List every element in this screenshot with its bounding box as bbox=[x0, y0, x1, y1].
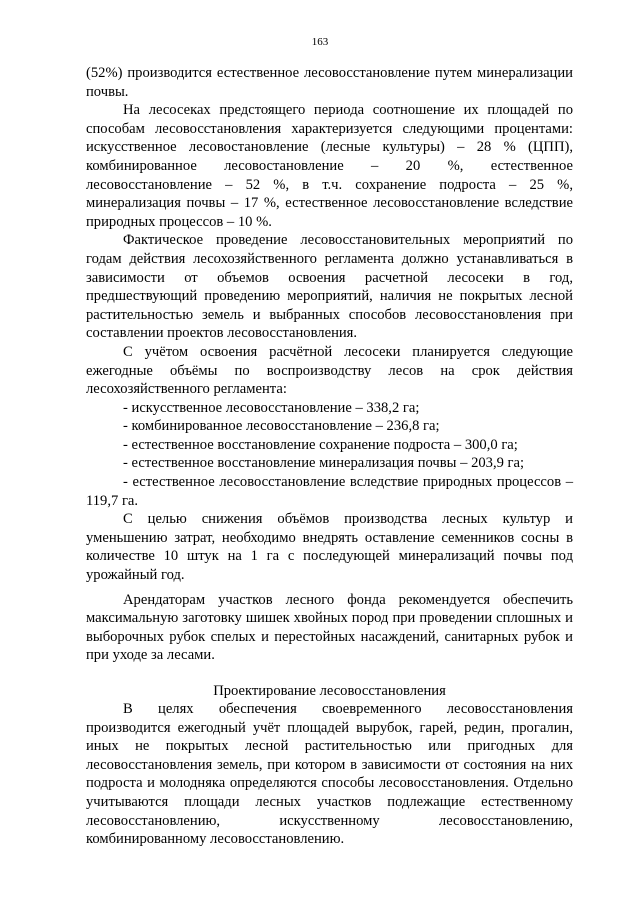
paragraph-tenants: Арендаторам участков лесного фонда рекомендуется обеспечить максимальную заготовку шишек хвойных пород при проведении сплошных и выборочных рубок спелых и перестойных насаждений, санитарных рубок и при уходе за лесами. bbox=[86, 591, 573, 664]
page-content bbox=[86, 64, 573, 849]
list-item-artificial: - искусственное лесовосстановление – 338,2 га; bbox=[123, 399, 420, 416]
paragraph-actual: Фактическое проведение лесовосстановительных мероприятий по годам действия лесохозяйственного регламента должно устанавливаться в зависимости от объемов освоения расчетной лесосеки в год, предшествующий проведению мероприятий, наличия не покрытых лесной растительностью земель и выбранных способов лесовосстановления при составлении проектов лесовосстановления. bbox=[86, 232, 573, 342]
list-item-mineralization: - естественное восстановление минерализация почвы – 203,9 га; bbox=[123, 455, 525, 472]
list-item-undergrowth: - естественное восстановление сохранение подроста – 300,0 га; bbox=[123, 436, 518, 453]
section-heading: Проектирование лесовосстановления bbox=[213, 682, 446, 699]
page-number: 163 bbox=[311, 36, 329, 48]
paragraph-ratio: На лесосеках предстоящего периода соотношение их площадей по способам лесовосстановления характеризуется следующими процентами: искусственное лесовостановление (лесные культуры) – 28 % (ЦПП), комбинированное лесовостановление – 20 %, естественное лесовосстановление – 52 %, в т.ч. сохранение подроста – 25 %, минерализация почвы – 17 %, естественное лесовосстановление вследствие природных процессов – 10 %. bbox=[86, 102, 573, 230]
paragraph-section-body: В целях обеспечения своевременного лесовосстановления производится ежегодный учёт площадей вырубок, гарей, редин, прогалин, иных не покрытых лесной растительностью или пригодных для лесовосстановления земель, при котором в зависимости от состояния на них подроста и молодняка определяются способы лесовосстановления. Отдельно учитываются площади лесных участков подлежащие естественному лесовосстановлению, искусственному лесовосстановлению, комбинированному лесовосстановлению. bbox=[86, 701, 573, 848]
paragraph-annual-volumes: С учётом освоения расчётной лесосеки планируется следующие ежегодные объёмы по воспроизводству лесов на срок действия лесохозяйственного регламента: bbox=[86, 343, 573, 398]
paragraph-intro: (52%) производится естественное лесовосстановление путем минерализации почвы. bbox=[86, 65, 573, 100]
paragraph-seed-trees: С целью снижения объёмов производства лесных культур и уменьшению затрат, необходимо внедрять оставление семенников сосны в количестве 10 штук на 1 га с последующей минерализаций почвы под урожайный год. bbox=[86, 511, 573, 584]
list-item-combined: - комбинированное лесовосстановление – 236,8 га; bbox=[123, 418, 440, 435]
list-item-natural-processes: - естественное лесовосстановление вследствие природных процессов – 119,7 га. bbox=[86, 474, 573, 509]
